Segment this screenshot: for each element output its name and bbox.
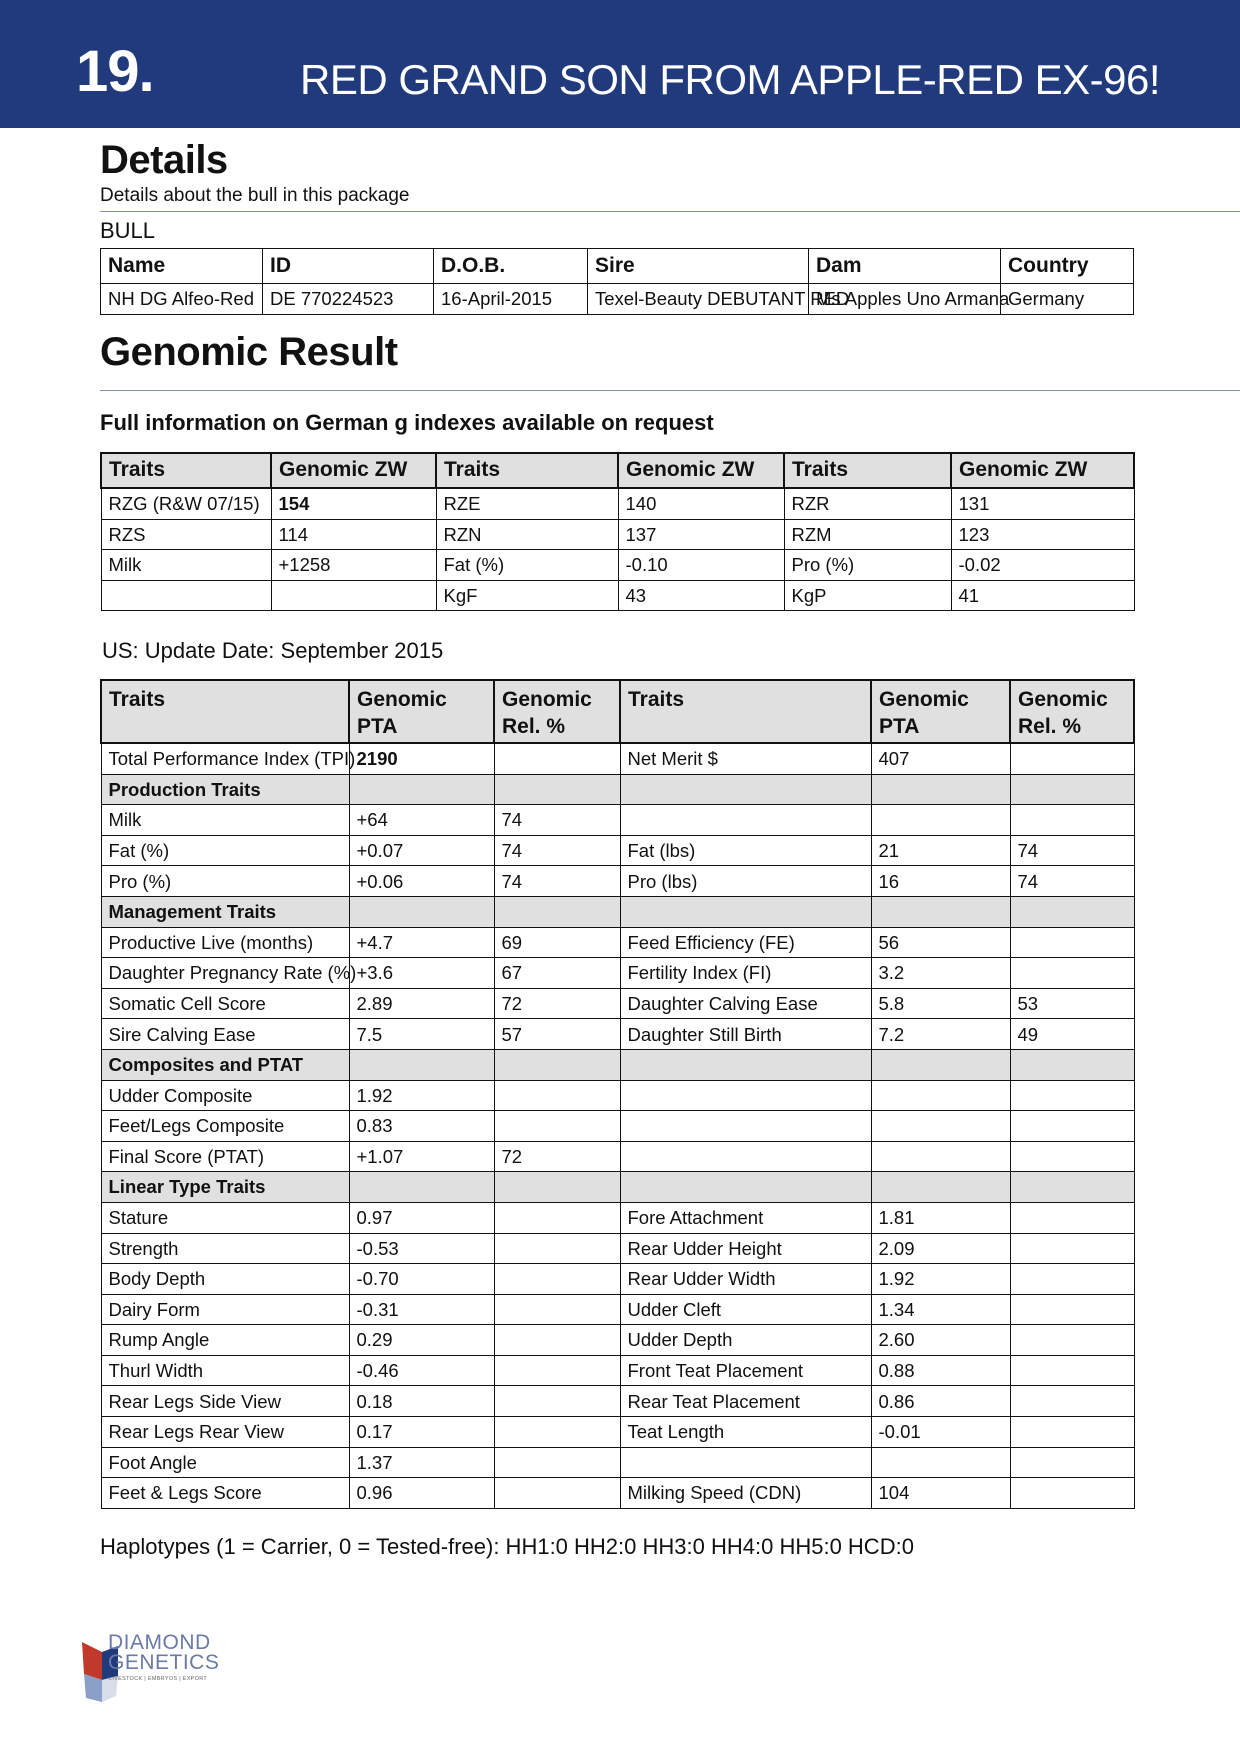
german-index-table	[100, 452, 1135, 611]
header-cell: Name	[101, 249, 263, 284]
table-cell	[620, 805, 871, 836]
table-cell: Rump Angle	[101, 1325, 349, 1356]
table-cell: 0.18	[349, 1386, 494, 1417]
table-cell: 74	[1010, 835, 1134, 866]
table-cell	[620, 1111, 871, 1142]
table-cell: 16	[871, 866, 1010, 897]
us-table-header	[101, 680, 1134, 743]
table-cell: 140	[618, 488, 784, 519]
table-cell	[494, 1049, 620, 1080]
table-cell: Net Merit $	[620, 743, 871, 774]
section-row	[101, 1172, 1134, 1203]
table-cell: KgP	[784, 580, 951, 611]
table-cell: 72	[494, 1141, 620, 1172]
table-cell	[871, 1049, 1010, 1080]
table-cell: Rear Legs Rear View	[101, 1417, 349, 1448]
table-cell: Pro (lbs)	[620, 866, 871, 897]
table-cell: Feet & Legs Score	[101, 1478, 349, 1509]
german-note: Full information on German g indexes available on request	[100, 410, 714, 435]
table-cell	[871, 1080, 1010, 1111]
bull-dob: 16-April-2015	[434, 284, 588, 315]
table-cell: 0.17	[349, 1417, 494, 1448]
section-row	[101, 896, 1134, 927]
bull-dam: Ms Apples Uno Armana	[809, 284, 1001, 315]
table-cell	[871, 1172, 1010, 1203]
table-cell: 0.96	[349, 1478, 494, 1509]
table-cell: +4.7	[349, 927, 494, 958]
bull-country: Germany	[1001, 284, 1134, 315]
table-cell: Udder Cleft	[620, 1294, 871, 1325]
table-cell: 1.34	[871, 1294, 1010, 1325]
table-cell	[494, 1172, 620, 1203]
table-cell: Total Performance Index (TPI)	[101, 743, 349, 774]
table-cell: 3.2	[871, 958, 1010, 989]
table-row	[101, 1386, 1134, 1417]
table-cell: Front Teat Placement	[620, 1355, 871, 1386]
table-cell	[494, 1080, 620, 1111]
table-cell: -0.31	[349, 1294, 494, 1325]
table-row	[101, 743, 1134, 774]
table-cell: 56	[871, 927, 1010, 958]
table-cell	[1010, 1417, 1134, 1448]
table-cell: Milk	[101, 550, 271, 581]
bull-id: DE 770224523	[263, 284, 434, 315]
table-cell	[1010, 1478, 1134, 1509]
table-cell: Daughter Calving Ease	[620, 988, 871, 1019]
table-row	[101, 1233, 1134, 1264]
table-cell: Fat (%)	[101, 835, 349, 866]
table-cell: 0.83	[349, 1111, 494, 1142]
table-cell: 41	[951, 580, 1134, 611]
table-cell	[494, 1111, 620, 1142]
details-heading: Details	[100, 138, 228, 182]
table-cell	[1010, 1447, 1134, 1478]
table-row	[101, 550, 1134, 581]
table-cell: Somatic Cell Score	[101, 988, 349, 1019]
table-cell: Fat (lbs)	[620, 835, 871, 866]
table-cell: 2.09	[871, 1233, 1010, 1264]
section-row	[101, 774, 1134, 805]
divider	[100, 390, 1240, 391]
page-title: RED GRAND SON FROM APPLE-RED EX-96!	[300, 56, 1161, 103]
table-cell: Rear Teat Placement	[620, 1386, 871, 1417]
genomic-heading: Genomic Result	[100, 330, 398, 374]
header-cell: D.O.B.	[434, 249, 588, 284]
table-cell: 43	[618, 580, 784, 611]
table-cell: +0.07	[349, 835, 494, 866]
table-cell	[871, 774, 1010, 805]
table-cell: +0.06	[349, 866, 494, 897]
table-cell	[1010, 1172, 1134, 1203]
table-cell	[871, 896, 1010, 927]
table-cell: +1.07	[349, 1141, 494, 1172]
table-cell: 74	[494, 866, 620, 897]
bull-sire: Texel-Beauty DEBUTANT RED	[588, 284, 809, 315]
table-cell: -0.02	[951, 550, 1134, 581]
table-row	[101, 1325, 1134, 1356]
table-cell	[494, 743, 620, 774]
table-cell	[620, 1080, 871, 1111]
table-cell	[620, 1141, 871, 1172]
table-cell	[1010, 958, 1134, 989]
table-cell: 0.29	[349, 1325, 494, 1356]
table-cell: RZE	[436, 488, 618, 519]
table-cell: Stature	[101, 1202, 349, 1233]
details-subtitle: Details about the bull in this package	[100, 185, 410, 206]
bull-name: NH DG Alfeo-Red	[101, 284, 263, 315]
table-cell: Rear Legs Side View	[101, 1386, 349, 1417]
divider	[100, 211, 1240, 212]
table-cell	[494, 1325, 620, 1356]
german-table-header	[101, 453, 1134, 488]
us-index-table	[100, 679, 1135, 1509]
table-row	[101, 1478, 1134, 1509]
table-cell	[1010, 1111, 1134, 1142]
table-row	[101, 927, 1134, 958]
table-cell	[494, 1447, 620, 1478]
table-cell: 1.81	[871, 1202, 1010, 1233]
table-cell: RZR	[784, 488, 951, 519]
header-cell: Traits	[101, 680, 349, 743]
table-cell: -0.53	[349, 1233, 494, 1264]
table-cell	[1010, 1355, 1134, 1386]
table-cell: 57	[494, 1019, 620, 1050]
header-cell: Genomic Rel. %	[1010, 680, 1134, 743]
table-cell: Fat (%)	[436, 550, 618, 581]
page-header	[0, 0, 1240, 128]
table-cell	[494, 1294, 620, 1325]
table-cell: 74	[494, 805, 620, 836]
table-row	[101, 958, 1134, 989]
table-cell	[1010, 1202, 1134, 1233]
table-row	[101, 1019, 1134, 1050]
table-cell: 407	[871, 743, 1010, 774]
table-cell: Productive Live (months)	[101, 927, 349, 958]
table-cell: 131	[951, 488, 1134, 519]
table-cell: Pro (%)	[101, 866, 349, 897]
section-title: Production Traits	[101, 774, 349, 805]
table-cell	[494, 1202, 620, 1233]
table-cell: Pro (%)	[784, 550, 951, 581]
table-cell	[494, 1233, 620, 1264]
table-row	[101, 488, 1134, 519]
table-cell: Body Depth	[101, 1264, 349, 1295]
table-cell: -0.01	[871, 1417, 1010, 1448]
page-number: 19.	[76, 39, 154, 104]
bull-label: BULL	[100, 218, 156, 243]
header-cell: Genomic ZW	[271, 453, 436, 488]
table-cell: Final Score (PTAT)	[101, 1141, 349, 1172]
table-row	[101, 1111, 1134, 1142]
table-cell: Strength	[101, 1233, 349, 1264]
header-cell: Traits	[784, 453, 951, 488]
section-title: Linear Type Traits	[101, 1172, 349, 1203]
table-cell: Dairy Form	[101, 1294, 349, 1325]
table-cell: KgF	[436, 580, 618, 611]
table-cell: Fertility Index (FI)	[620, 958, 871, 989]
header-cell: ID	[263, 249, 434, 284]
bull-table	[100, 248, 1134, 315]
table-cell: 74	[1010, 866, 1134, 897]
table-cell: -0.46	[349, 1355, 494, 1386]
table-row	[101, 284, 1134, 315]
table-row	[101, 1417, 1134, 1448]
table-cell	[1010, 1264, 1134, 1295]
table-cell: 2190	[349, 743, 494, 774]
table-cell	[620, 1447, 871, 1478]
table-cell: Fore Attachment	[620, 1202, 871, 1233]
table-cell	[494, 1478, 620, 1509]
table-cell	[1010, 1386, 1134, 1417]
header-cell: Genomic ZW	[951, 453, 1134, 488]
table-row	[101, 835, 1134, 866]
table-cell	[1010, 774, 1134, 805]
table-cell: 49	[1010, 1019, 1134, 1050]
header-cell: Genomic Rel. %	[494, 680, 620, 743]
table-cell: RZS	[101, 519, 271, 550]
table-cell	[1010, 1080, 1134, 1111]
table-cell: 74	[494, 835, 620, 866]
table-row	[101, 988, 1134, 1019]
table-cell	[1010, 1233, 1134, 1264]
table-row	[101, 1447, 1134, 1478]
table-cell: 1.37	[349, 1447, 494, 1478]
table-cell	[494, 1355, 620, 1386]
table-cell: Rear Udder Width	[620, 1264, 871, 1295]
table-cell	[271, 580, 436, 611]
table-cell: RZN	[436, 519, 618, 550]
table-cell: 72	[494, 988, 620, 1019]
table-cell	[349, 774, 494, 805]
table-cell: 7.5	[349, 1019, 494, 1050]
table-row	[101, 805, 1134, 836]
table-cell	[1010, 743, 1134, 774]
logo-text-line1: DIAMOND	[108, 1631, 211, 1654]
table-cell: 2.60	[871, 1325, 1010, 1356]
table-cell	[494, 1417, 620, 1448]
logo-text-line2: GENETICS	[108, 1651, 220, 1674]
header-cell: Genomic PTA	[349, 680, 494, 743]
table-row	[101, 580, 1134, 611]
table-cell	[349, 1049, 494, 1080]
us-update-label: US: Update Date: September 2015	[102, 638, 444, 663]
table-cell	[620, 1049, 871, 1080]
table-cell: Udder Depth	[620, 1325, 871, 1356]
header-cell: Sire	[588, 249, 809, 284]
table-cell	[871, 805, 1010, 836]
table-cell	[494, 774, 620, 805]
table-cell	[1010, 1049, 1134, 1080]
table-cell: Daughter Still Birth	[620, 1019, 871, 1050]
table-cell	[871, 1141, 1010, 1172]
table-cell: Milk	[101, 805, 349, 836]
table-cell: 154	[271, 488, 436, 519]
table-cell	[494, 896, 620, 927]
table-cell: 67	[494, 958, 620, 989]
table-row	[101, 866, 1134, 897]
table-cell: 0.86	[871, 1386, 1010, 1417]
table-cell: 123	[951, 519, 1134, 550]
table-cell: 137	[618, 519, 784, 550]
section-row	[101, 1049, 1134, 1080]
table-cell: Milking Speed (CDN)	[620, 1478, 871, 1509]
table-row	[101, 1264, 1134, 1295]
table-cell: +1258	[271, 550, 436, 581]
table-cell: -0.70	[349, 1264, 494, 1295]
header-cell: Traits	[620, 680, 871, 743]
header-cell: Dam	[809, 249, 1001, 284]
header-cell: Genomic PTA	[871, 680, 1010, 743]
header-cell: Traits	[101, 453, 271, 488]
table-row	[101, 519, 1134, 550]
table-row	[101, 1202, 1134, 1233]
table-cell: Sire Calving Ease	[101, 1019, 349, 1050]
haplotypes-text: Haplotypes (1 = Carrier, 0 = Tested-free): HH1:0 HH2:0 HH3:0 HH4:0 HH5:0 HCD:0	[100, 1534, 914, 1559]
table-row	[101, 1355, 1134, 1386]
table-cell	[349, 1172, 494, 1203]
table-cell	[494, 1264, 620, 1295]
table-cell	[1010, 1294, 1134, 1325]
table-cell: 5.8	[871, 988, 1010, 1019]
table-cell: 114	[271, 519, 436, 550]
table-cell	[1010, 927, 1134, 958]
table-cell	[1010, 805, 1134, 836]
table-cell: RZM	[784, 519, 951, 550]
table-cell	[620, 774, 871, 805]
table-cell	[871, 1111, 1010, 1142]
company-logo	[80, 1628, 230, 1704]
table-cell	[349, 896, 494, 927]
table-cell: Rear Udder Height	[620, 1233, 871, 1264]
table-cell: Teat Length	[620, 1417, 871, 1448]
table-cell	[871, 1447, 1010, 1478]
header-cell: Traits	[436, 453, 618, 488]
table-cell: Foot Angle	[101, 1447, 349, 1478]
table-cell: Daughter Pregnancy Rate (%)	[101, 958, 349, 989]
section-title: Management Traits	[101, 896, 349, 927]
table-cell	[620, 896, 871, 927]
table-cell: Thurl Width	[101, 1355, 349, 1386]
table-cell: 104	[871, 1478, 1010, 1509]
table-cell: 7.2	[871, 1019, 1010, 1050]
table-cell: +3.6	[349, 958, 494, 989]
section-title: Composites and PTAT	[101, 1049, 349, 1080]
table-cell: Feed Efficiency (FE)	[620, 927, 871, 958]
table-cell	[494, 1386, 620, 1417]
table-cell: 0.88	[871, 1355, 1010, 1386]
table-row	[101, 1294, 1134, 1325]
table-cell	[1010, 1141, 1134, 1172]
table-cell	[101, 580, 271, 611]
bull-table-header	[101, 249, 1134, 284]
table-row	[101, 1141, 1134, 1172]
table-cell: Udder Composite	[101, 1080, 349, 1111]
table-cell	[1010, 896, 1134, 927]
table-row	[101, 1080, 1134, 1111]
table-cell: RZG (R&W 07/15)	[101, 488, 271, 519]
table-cell: 1.92	[871, 1264, 1010, 1295]
header-cell: Genomic ZW	[618, 453, 784, 488]
table-cell	[620, 1172, 871, 1203]
table-cell: 69	[494, 927, 620, 958]
table-cell: -0.10	[618, 550, 784, 581]
table-cell: +64	[349, 805, 494, 836]
logo-tagline: LIVESTOCK | EMBRYOS | EXPORT	[109, 1676, 208, 1682]
table-cell: 21	[871, 835, 1010, 866]
table-cell: 53	[1010, 988, 1134, 1019]
table-cell	[1010, 1325, 1134, 1356]
table-cell: Feet/Legs Composite	[101, 1111, 349, 1142]
header-cell: Country	[1001, 249, 1134, 284]
table-cell: 2.89	[349, 988, 494, 1019]
table-cell: 1.92	[349, 1080, 494, 1111]
table-cell: 0.97	[349, 1202, 494, 1233]
